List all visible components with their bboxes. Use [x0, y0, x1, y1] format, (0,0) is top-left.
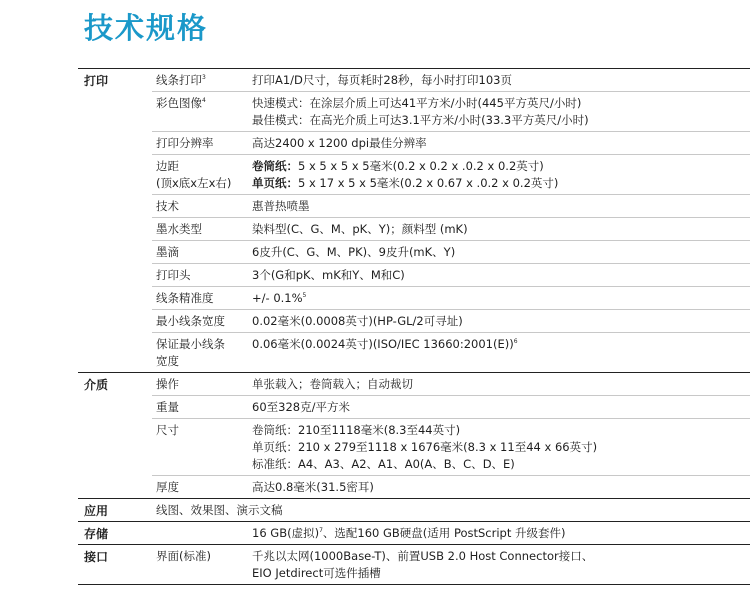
spec-value-line — [252, 525, 750, 542]
spec-value — [252, 522, 750, 544]
spec-value-line — [252, 313, 750, 330]
spec-label-line: (顶x底x左x右) — [156, 176, 232, 190]
spec-label — [152, 287, 252, 309]
value-text: 惠普热喷墨 — [252, 199, 310, 213]
spec-value — [252, 310, 750, 332]
spec-row — [152, 309, 750, 332]
spec-label — [152, 195, 252, 217]
spec-row — [152, 418, 750, 475]
section-storage — [78, 522, 750, 545]
spec-value — [252, 92, 750, 131]
spec-label-line: 技术 — [156, 199, 179, 213]
spec-value-line — [252, 290, 750, 307]
spec-row — [152, 373, 750, 395]
value-text: 高达2400 x 1200 dpi最佳分辨率 — [252, 136, 427, 150]
spec-value-line — [252, 175, 750, 192]
spec-row — [152, 154, 750, 194]
spec-value — [252, 264, 750, 286]
spec-value-line — [252, 376, 750, 393]
spec-label-line: 保证最小线条 — [156, 337, 225, 351]
section-print — [78, 69, 750, 373]
value-text: 千兆以太网(1000Base-T)、前置USB 2.0 Host Connector接口、 — [252, 549, 594, 563]
spec-label-line: 线图、效果图、演示文稿 — [156, 503, 283, 517]
value-text: 快速模式：在涂层介质上可达41平方米/小时(445平方英尺/小时) — [252, 96, 582, 110]
spec-value-line — [252, 244, 750, 261]
value-text: 最佳模式：在高光介质上可达3.1平方米/小时(33.3平方英尺/小时) — [252, 113, 589, 127]
spec-label — [152, 499, 750, 521]
section-label: 接口 — [84, 550, 109, 564]
section-label: 介质 — [84, 378, 109, 392]
spec-label-line: 线条打印 — [156, 73, 202, 87]
spec-label — [152, 522, 252, 544]
spec-value — [252, 132, 750, 154]
spec-label-line: 彩色图像 — [156, 96, 202, 110]
spec-value-line — [252, 72, 750, 89]
spec-row — [152, 217, 750, 240]
spec-row — [152, 263, 750, 286]
spec-label — [152, 69, 252, 91]
spec-value-line — [252, 456, 750, 473]
spec-label-line: 最小线条宽度 — [156, 314, 225, 328]
value-suffix: 、选配160 GB硬盘(适用 PostScript 升级套件) — [322, 526, 566, 540]
spec-row — [152, 194, 750, 217]
spec-value-line — [252, 95, 750, 112]
spec-row — [152, 499, 750, 521]
spec-label — [152, 132, 252, 154]
spec-value — [252, 396, 750, 418]
value-text: 5 x 17 x 5 x 5毫米(0.2 x 0.67 x .0.2 x 0.2英寸) — [298, 176, 559, 190]
spec-label-line: 尺寸 — [156, 423, 179, 437]
spec-label — [152, 264, 252, 286]
value-text: 单张载入；卷筒载入；自动裁切 — [252, 377, 413, 391]
spec-label — [152, 310, 252, 332]
spec-label — [152, 373, 252, 395]
spec-label-line: 打印头 — [156, 268, 191, 282]
value-text: 16 GB(虚拟) — [252, 526, 320, 540]
page-title: 技术规格 — [84, 11, 209, 45]
value-prefix: 单页纸： — [252, 176, 298, 190]
section-rows — [152, 545, 750, 584]
spec-label — [152, 333, 252, 372]
spec-value-line — [252, 479, 750, 496]
section-label: 应用 — [84, 504, 109, 518]
spec-row — [152, 240, 750, 263]
spec-label — [152, 155, 252, 194]
spec-value — [252, 241, 750, 263]
value-text: 3个(G和pK、mK和Y、M和C) — [252, 268, 405, 282]
spec-row — [152, 475, 750, 498]
value-prefix: 卷筒纸： — [252, 159, 298, 173]
spec-label — [152, 241, 252, 263]
spec-label-line: 线条精准度 — [156, 291, 214, 305]
section-applications — [78, 499, 750, 522]
spec-label-line: 重量 — [156, 400, 179, 414]
spec-row — [152, 91, 750, 131]
section-label: 打印 — [84, 74, 109, 88]
value-text: EIO Jetdirect可选件插槽 — [252, 566, 381, 580]
spec-label — [152, 545, 252, 584]
spec-label-line: 打印分辨率 — [156, 136, 214, 150]
spec-label-line: 边距 — [156, 159, 179, 173]
spec-label — [152, 396, 252, 418]
footnote-marker: 6 — [513, 338, 518, 346]
section-rows — [152, 522, 750, 544]
spec-value — [252, 419, 750, 475]
spec-value — [252, 155, 750, 194]
value-text: 染料型(C、G、M、pK、Y)；颜料型 (mK) — [252, 222, 468, 236]
footnote-marker: 3 — [202, 74, 206, 82]
spec-label — [152, 218, 252, 240]
value-text: 5 x 5 x 5 x 5毫米(0.2 x 0.2 x .0.2 x 0.2英寸) — [298, 159, 544, 173]
spec-value-line — [252, 439, 750, 456]
spec-value-line — [252, 267, 750, 284]
footnote-marker: 7 — [319, 527, 323, 535]
spec-label-line: 界面(标准) — [156, 549, 211, 563]
spec-value — [252, 287, 750, 309]
value-text: 打印A1/D尺寸，每页耗时28秒，每小时打印103页 — [252, 73, 512, 87]
spec-value — [252, 545, 750, 584]
section-rows — [152, 373, 750, 498]
spec-value-line — [252, 336, 750, 353]
spec-label — [152, 419, 252, 475]
footnote-marker: 5 — [302, 292, 307, 300]
spec-value-line — [252, 422, 750, 439]
spec-value-line — [252, 565, 750, 582]
spec-value-line — [252, 112, 750, 129]
value-text: 0.06毫米(0.0024英寸)(ISO/IEC 13660:2001(E)) — [252, 337, 514, 351]
section-media — [78, 373, 750, 499]
spec-row — [152, 545, 750, 584]
spec-label-line: 墨水类型 — [156, 222, 202, 236]
spec-value-line — [252, 221, 750, 238]
section-label: 存储 — [84, 527, 109, 541]
spec-value-line — [252, 158, 750, 175]
spec-value-line — [252, 548, 750, 565]
spec-value — [252, 195, 750, 217]
spec-table — [78, 68, 750, 585]
value-text: 0.02毫米(0.0008英寸)(HP-GL/2可寻址) — [252, 314, 463, 328]
spec-value-line — [252, 135, 750, 152]
footnote-marker: 4 — [202, 97, 206, 105]
spec-row — [152, 332, 750, 372]
value-text: 高达0.8毫米(31.5密耳) — [252, 480, 374, 494]
spec-label-line: 墨滴 — [156, 245, 179, 259]
spec-label — [152, 92, 252, 131]
value-text: 60至328克/平方米 — [252, 400, 350, 414]
spec-label-line: 宽度 — [156, 354, 179, 368]
spec-row — [152, 131, 750, 154]
spec-label-line: 厚度 — [156, 480, 179, 494]
spec-value-line — [252, 399, 750, 416]
spec-value — [252, 218, 750, 240]
spec-value — [252, 373, 750, 395]
spec-row — [152, 395, 750, 418]
spec-value — [252, 69, 750, 91]
value-text: 标准纸：A4、A3、A2、A1、A0(A、B、C、D、E) — [252, 457, 515, 471]
value-text: 卷筒纸：210至1118毫米(8.3至44英寸) — [252, 423, 461, 437]
spec-value-line — [252, 198, 750, 215]
spec-row — [152, 522, 750, 544]
section-rows — [152, 499, 750, 521]
spec-label — [152, 476, 252, 498]
section-interface — [78, 545, 750, 585]
spec-label-line: 操作 — [156, 377, 179, 391]
spec-row — [152, 286, 750, 309]
spec-value — [252, 333, 750, 372]
value-text: +/- 0.1% — [252, 291, 303, 305]
value-text: 6皮升(C、G、M、PK)、9皮升(mK、Y) — [252, 245, 456, 259]
spec-value — [252, 476, 750, 498]
spec-row — [152, 69, 750, 91]
section-rows — [152, 69, 750, 372]
value-text: 单页纸：210 x 279至1118 x 1676毫米(8.3 x 11至44 x 66英寸) — [252, 440, 598, 454]
